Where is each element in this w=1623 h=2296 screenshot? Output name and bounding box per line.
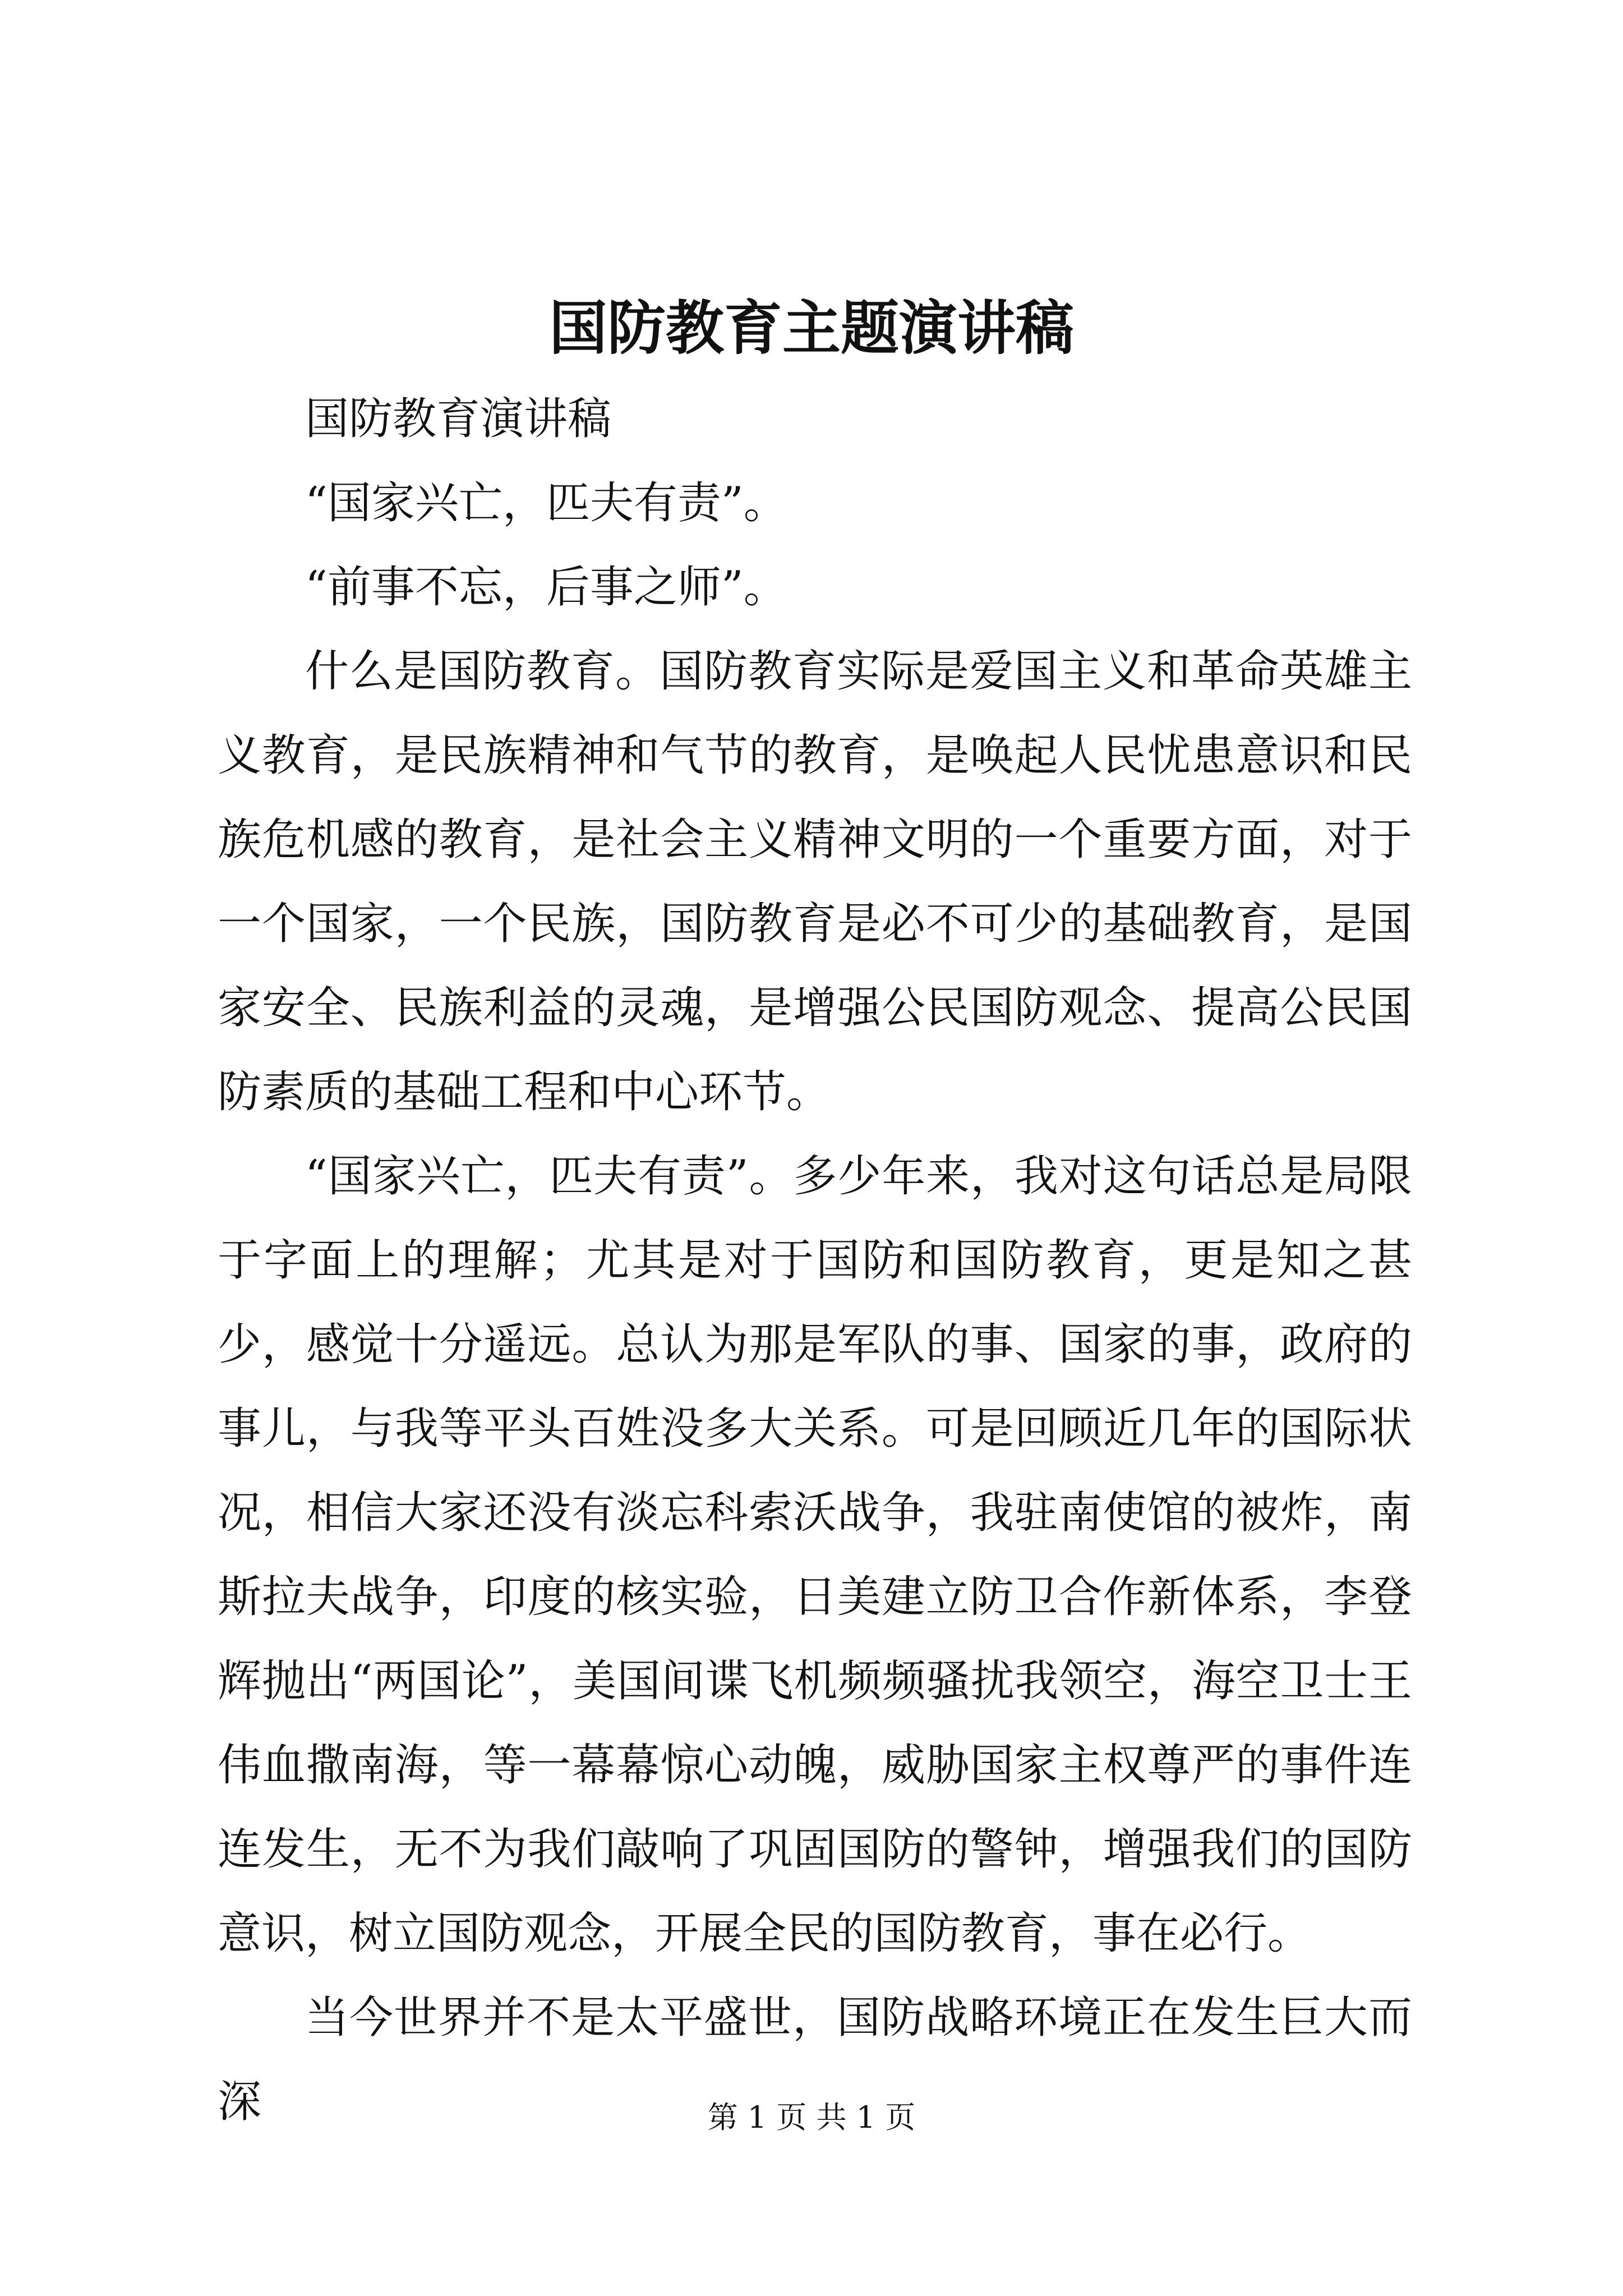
page-number-footer: 第 1 页 共 1 页 xyxy=(707,2100,916,2135)
document-title: 国防教育主题演讲稿 xyxy=(548,293,1074,362)
document-subtitle: 国防教育演讲稿 xyxy=(305,394,612,444)
document-body xyxy=(218,377,1412,2144)
body-paragraph-1: 什么是国防教育。国防教育实际是爱国主义和革命英雄主义教育，是民族精神和气节的教育，是唤起人民忧患意识和民族危机感的教育，是社会主义精神文明的一个重要方面，对于一个国家，一个民族，国防教育是必不可少的基础教育，是国家安全、民族利益的灵魂，是增强公民国防观念、提高公民国防素质的基础工程和中心环节。 xyxy=(218,646,1412,1117)
quote-line-1: “国家兴亡，匹夫有责”。 xyxy=(305,478,787,528)
quote-line-2: “前事不忘，后事之师”。 xyxy=(305,562,787,613)
body-paragraph-3: 当今世界并不是太平盛世，国防战略环境正在发生巨大而深 xyxy=(218,1993,1412,2127)
body-paragraph-2: “国家兴亡，匹夫有责”。多少年来，我对这句话总是局限于字面上的理解；尤其是对于国防和国防教育，更是知之甚少，感觉十分遥远。总认为那是军队的事、国家的事，政府的事儿，与我等平头百姓没多大关系。可是回顾近几年的国际状况，相信大家还没有淡忘科索沃战争，我驻南使馆的被炸，南斯拉夫战争，印度的核实验，日美建立防卫合作新体系，李登辉抛出“两国论”，美国间谍飞机频频骚扰我领空，海空卫士王伟血撒南海，等一幕幕惊心动魄，威胁国家主权尊严的事件连连发生，无不为我们敲响了巩固国防的警钟，增强我们的国防意识，树立国防观念，开展全民的国防教育，事在必行。 xyxy=(218,1151,1412,1959)
